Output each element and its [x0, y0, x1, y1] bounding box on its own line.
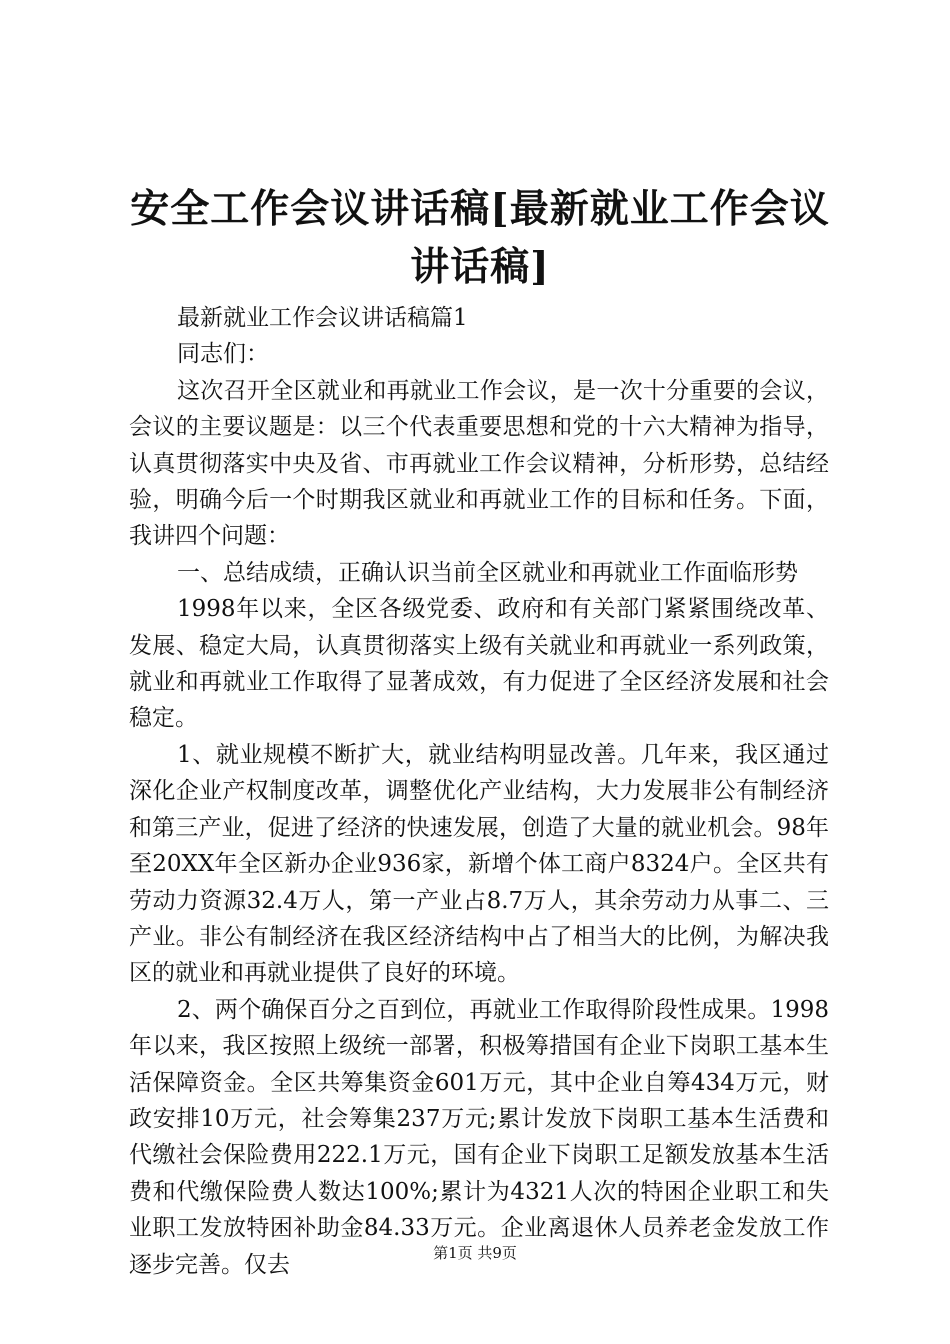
paragraph-point-1: 1、就业规模不断扩大，就业结构明显改善。几年来，我区通过深化企业产权制度改革，调整优化产业结构，大力发展非公有制经济和第三产业，促进了经济的快速发展，创造了大量的就业机会。98年至20XX年全区新办企业936家，新增个体工商户8324户。全区共有劳动力资源32.4万人，第一产业占8.7万人，其余劳动力从事二、三产业。非公有制经济在我区经济结构中占了相当大的比例，为解决我区的就业和再就业提供了良好的环境。 — [129, 741, 829, 987]
subheading: 最新就业工作会议讲话稿篇1 — [177, 305, 468, 331]
page-footer: 第1页 共9页 — [433, 1244, 517, 1262]
document-body — [129, 300, 829, 1283]
paragraph-point-2: 2、两个确保百分之百到位，再就业工作取得阶段性成果。1998年以来，我区按照上级统一部署，积极筹措国有企业下岗职工基本生活保障资金。全区共筹集资金601万元，其中企业自筹434万元，财政安排10万元，社会筹集237万元;累计发放下岗职工基本生活费和代缴社会保险费用222.1万元，国有企业下岗职工足额发放基本生活费和代缴保险费人数达100%;累计为4321人次的特困企业职工和失业职工发放特困补助金84.33万元。企业离退休人员养老金发放工作逐步完善。仅去 — [129, 996, 829, 1278]
salutation: 同志们： — [177, 341, 269, 368]
document-title: 安全工作会议讲话稿[最新就业工作会议讲话稿] — [130, 186, 830, 290]
section-heading-1: 一、总结成绩，正确认识当前全区就业和再就业工作面临形势 — [177, 559, 798, 586]
paragraph-overview: 1998年以来，全区各级党委、政府和有关部门紧紧围绕改革、发展、稳定大局，认真贯彻落实上级有关就业和再就业一系列政策，就业和再就业工作取得了显著成效，有力促进了全区经济发展和社会稳定。 — [129, 596, 829, 732]
paragraph-intro: 这次召开全区就业和再就业工作会议，是一次十分重要的会议，会议的主要议题是：以三个代表重要思想和党的十六大精神为指导，认真贯彻落实中央及省、市再就业工作会议精神，分析形势，总结经验，明确今后一个时期我区就业和再就业工作的目标和任务。下面，我讲四个问题： — [129, 377, 829, 550]
